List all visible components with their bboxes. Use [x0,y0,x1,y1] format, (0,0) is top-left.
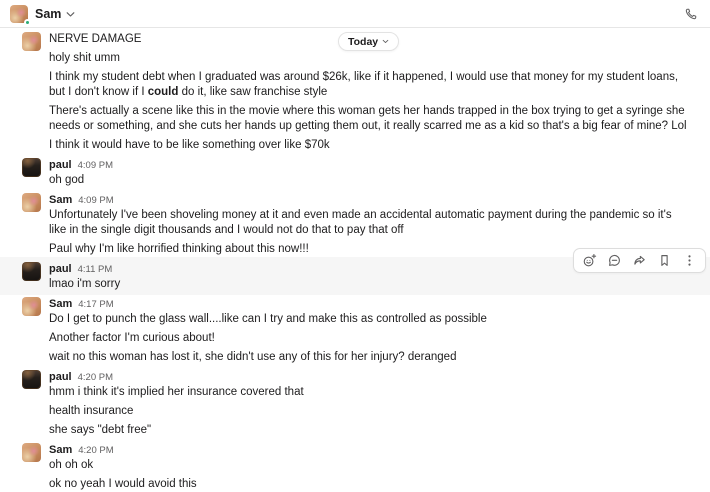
share-message-icon[interactable] [632,253,647,268]
message-text: oh oh ok [49,459,94,471]
date-divider-pill[interactable] [338,32,399,51]
reply-in-thread-icon[interactable] [607,253,622,268]
bookmark-icon[interactable] [657,253,672,268]
avatar[interactable] [22,443,41,462]
message-group [0,153,710,188]
chevron-down-icon[interactable] [66,11,75,18]
avatar[interactable] [22,262,41,281]
message-sender[interactable]: paul [49,159,72,171]
presence-active-icon [24,19,31,26]
message-text: lmao i'm sorry [49,278,121,290]
message-actions-toolbar [573,248,706,273]
message-group-hovered [0,257,710,295]
message-list [0,28,710,492]
message-text: holy shit umm [49,52,120,64]
message-timestamp[interactable]: 4:20 PM [77,372,114,383]
message-sender[interactable]: Sam [49,444,73,456]
conversation-header [0,0,710,28]
conversation-title[interactable]: Sam [35,6,62,21]
message-timestamp[interactable]: 4:09 PM [78,195,114,206]
message-text: I think it would have to be like something over like $70k [49,139,330,151]
avatar[interactable] [22,158,41,177]
message-text: wait no this woman has lost it, she didn't use any of this for her injury? deranged [49,351,457,363]
message-text: hmm i think it's implied her insurance covered that [49,386,304,398]
message-text: ok no yeah I would avoid this [49,478,197,490]
message-sender[interactable]: Sam [49,298,73,310]
message-timestamp[interactable]: 4:09 PM [77,160,114,171]
avatar[interactable] [22,370,41,389]
message-text: Unfortunately I've been shoveling money at it and even made an accidental automatic payment during the pandemic so it's like in the single digit thousands and I would not do that to pay that off [49,209,672,236]
avatar[interactable] [22,193,41,212]
message-timestamp[interactable]: 4:11 PM [77,264,113,275]
avatar[interactable] [22,297,41,316]
date-divider-label: Today [348,35,379,48]
message-text: NERVE DAMAGE [49,33,142,45]
avatar[interactable] [22,32,41,51]
header-avatar[interactable] [10,5,28,23]
message-timestamp[interactable]: 4:17 PM [78,299,114,310]
message-text: Another factor I'm curious about! [49,332,215,344]
message-group [0,292,710,365]
message-text: I think my student debt when I graduated was around $26k, like if it happened, I would use that money for my student loans, but I don't know if I could do it, like saw franchise style [49,71,679,98]
message-sender[interactable]: paul [49,263,72,275]
message-group [0,365,710,438]
message-sender[interactable]: paul [49,371,72,383]
message-text: Do I get to punch the glass wall....like can I try and make this as controlled as possible [49,313,487,325]
message-text: oh god [49,174,85,186]
message-group [0,188,710,257]
add-reaction-icon[interactable] [582,253,597,268]
message-timestamp[interactable]: 4:20 PM [78,445,114,456]
message-text: Paul why I'm like horrified thinking about this now!!! [49,243,309,255]
message-text: health insurance [49,405,134,417]
call-phone-icon[interactable] [684,7,698,21]
message-text: she says "debt free" [49,424,152,436]
more-actions-icon[interactable] [682,253,697,268]
message-sender[interactable]: Sam [49,194,73,206]
message-text: There's actually a scene like this in the movie where this woman gets her hands trapped in the box trying to get a syringe she needs or something, and she cuts her hands up getting them out, it really scarred me as a kid so that's a big fear of mine? Lol [49,105,687,132]
